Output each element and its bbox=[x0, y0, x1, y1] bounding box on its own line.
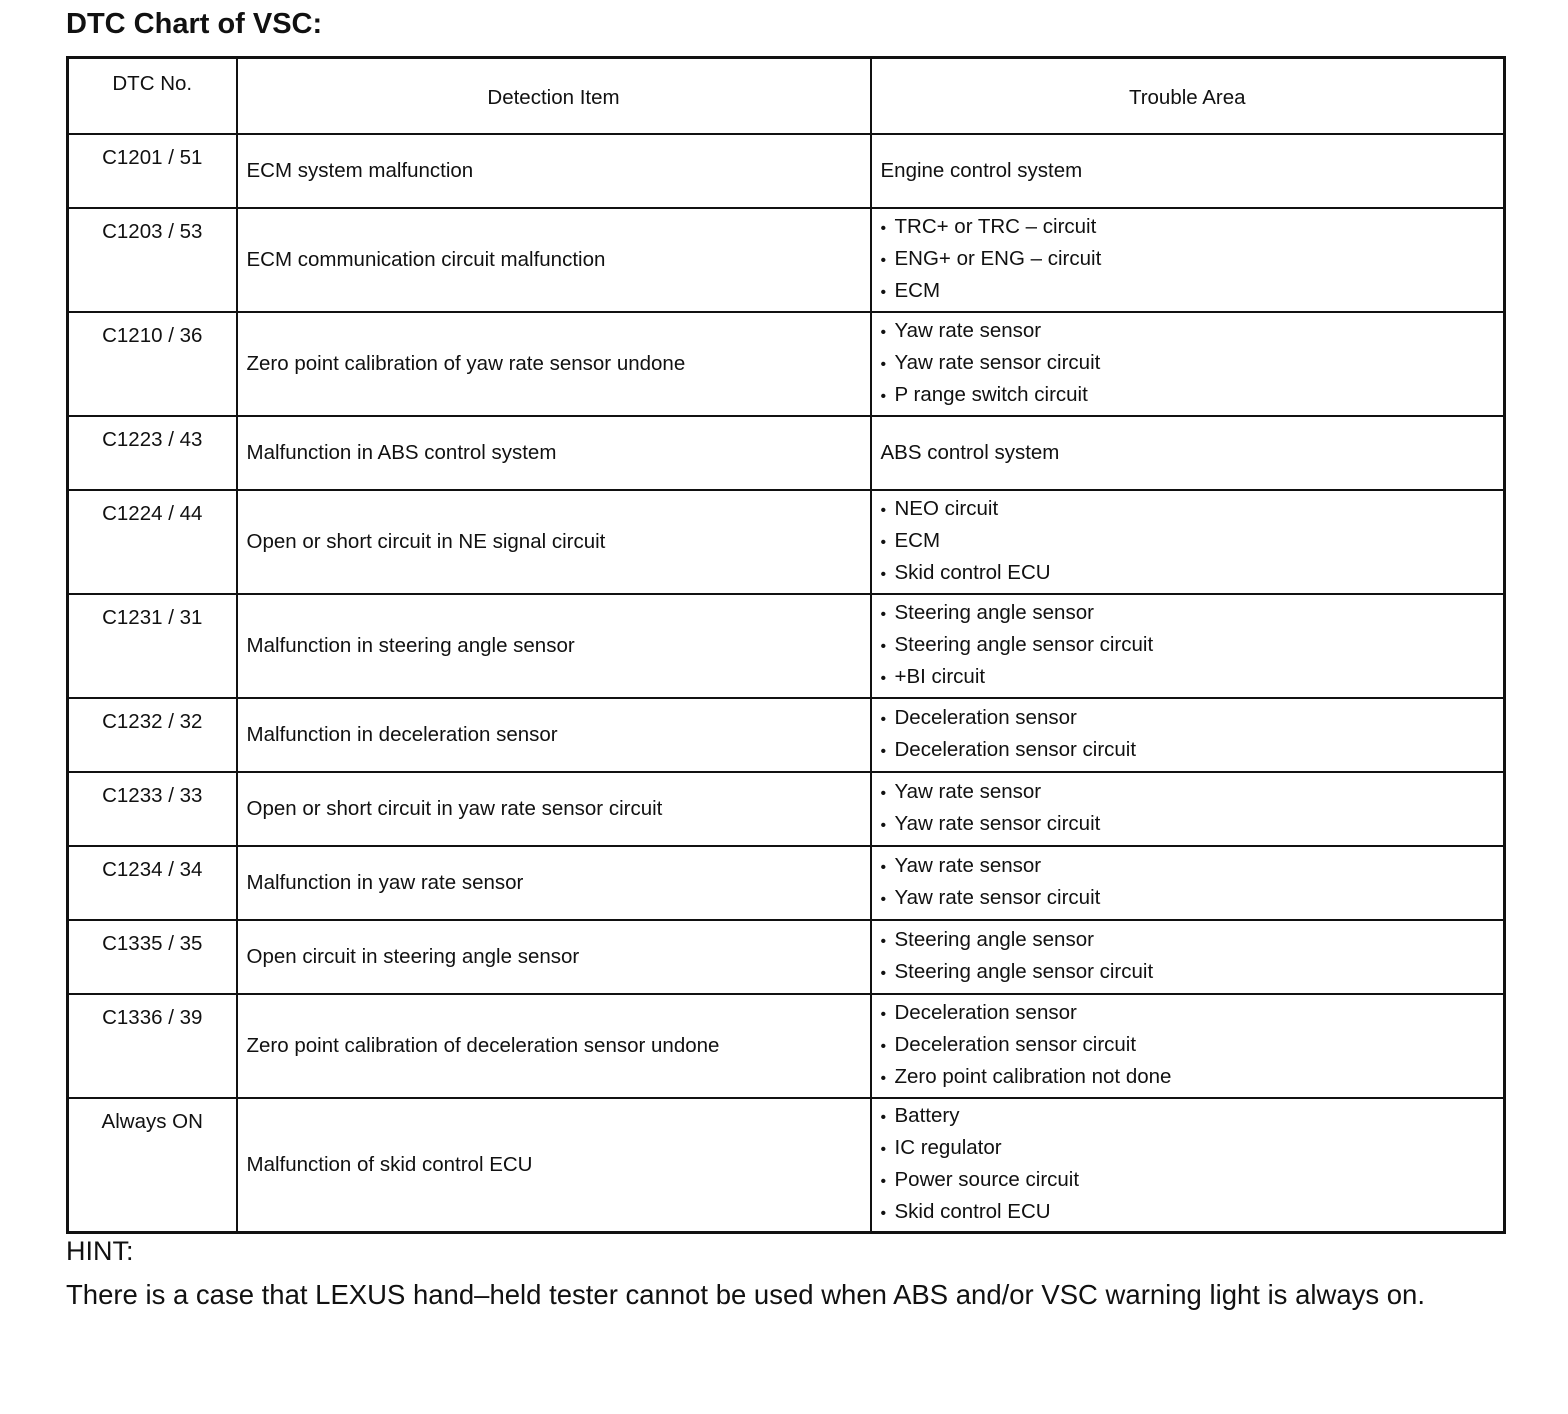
trouble-area-text: Deceleration sensor bbox=[894, 1001, 1077, 1024]
bullet-icon: • bbox=[880, 1172, 887, 1190]
trouble-area-cell bbox=[871, 490, 1505, 594]
detection-item: Open or short circuit in yaw rate sensor circuit bbox=[237, 772, 871, 846]
trouble-area-item bbox=[881, 703, 1504, 735]
dtc-code-cell bbox=[68, 772, 237, 846]
table-row bbox=[68, 698, 1505, 772]
detection-item: Open or short circuit in NE signal circuit bbox=[237, 490, 871, 594]
dtc-code-cell bbox=[68, 698, 237, 772]
trouble-area-text: Steering angle sensor bbox=[894, 928, 1094, 951]
trouble-area-item bbox=[881, 1030, 1504, 1062]
dtc-code-cell bbox=[68, 594, 237, 698]
table-row bbox=[68, 772, 1505, 846]
dtc-code-cell bbox=[68, 134, 237, 208]
detection-item: ECM communication circuit malfunction bbox=[237, 208, 871, 312]
bullet-icon: • bbox=[880, 356, 887, 373]
detection-item: Malfunction in steering angle sensor bbox=[237, 594, 871, 698]
dtc-code-cell bbox=[68, 490, 237, 594]
trouble-area-text: Yaw rate sensor bbox=[894, 780, 1042, 803]
trouble-area-list bbox=[881, 777, 1504, 841]
bullet-icon: • bbox=[880, 891, 887, 908]
bullet-icon: • bbox=[880, 284, 887, 301]
dtc-code-cell bbox=[68, 312, 237, 416]
trouble-area-item bbox=[881, 598, 1504, 630]
trouble-area-text: Skid control ECU bbox=[894, 1199, 1051, 1223]
bullet-icon: • bbox=[880, 1140, 887, 1158]
trouble-area-text: ABS control system bbox=[880, 441, 1060, 464]
trouble-area-item bbox=[881, 276, 1504, 308]
trouble-area-text: Yaw rate sensor bbox=[894, 854, 1042, 877]
bullet-icon: • bbox=[880, 965, 887, 982]
trouble-area-item bbox=[881, 883, 1504, 915]
trouble-area-list bbox=[881, 851, 1504, 915]
trouble-area-text: +BI circuit bbox=[894, 665, 986, 688]
bullet-icon: • bbox=[880, 1038, 887, 1055]
header-dtc-no: DTC No. bbox=[68, 58, 237, 135]
trouble-area-text: Yaw rate sensor circuit bbox=[894, 886, 1101, 909]
bullet-icon: • bbox=[880, 534, 887, 551]
dtc-code-cell bbox=[68, 208, 237, 312]
bullet-icon: • bbox=[880, 859, 887, 876]
detection-item: Malfunction in deceleration sensor bbox=[237, 698, 871, 772]
trouble-area-text: Battery bbox=[894, 1103, 960, 1127]
trouble-area-item bbox=[881, 244, 1504, 276]
bullet-icon: • bbox=[880, 638, 887, 655]
dtc-code: C1224 / 44 bbox=[102, 502, 203, 525]
detection-item: Zero point calibration of deceleration sensor undone bbox=[237, 994, 871, 1098]
dtc-table-body bbox=[68, 134, 1505, 1232]
trouble-area-item bbox=[881, 526, 1504, 558]
trouble-area-item bbox=[881, 1101, 1504, 1133]
table-row bbox=[68, 920, 1505, 994]
table-row bbox=[68, 846, 1505, 920]
trouble-area-item bbox=[881, 380, 1504, 412]
trouble-area-list bbox=[881, 494, 1504, 590]
dtc-code: C1232 / 32 bbox=[102, 710, 203, 733]
dtc-code: C1336 / 39 bbox=[102, 1006, 203, 1029]
trouble-area-cell bbox=[871, 846, 1505, 920]
trouble-area-cell bbox=[871, 920, 1505, 994]
trouble-area-text: P range switch circuit bbox=[894, 383, 1088, 406]
detection-item: ECM system malfunction bbox=[237, 134, 871, 208]
trouble-area-item bbox=[881, 1165, 1504, 1197]
dtc-code-cell bbox=[68, 994, 237, 1098]
header-detection-item: Detection Item bbox=[237, 58, 871, 135]
bullet-icon: • bbox=[880, 606, 887, 623]
trouble-area-text: ENG+ or ENG – circuit bbox=[894, 247, 1102, 270]
table-row bbox=[68, 490, 1505, 594]
trouble-area-text: Zero point calibration not done bbox=[894, 1065, 1172, 1088]
trouble-area-text: Yaw rate sensor circuit bbox=[894, 351, 1101, 374]
bullet-icon: • bbox=[880, 220, 887, 237]
header-row bbox=[68, 58, 1505, 135]
trouble-area-text: IC regulator bbox=[894, 1135, 1002, 1159]
detection-item: Malfunction of skid control ECU bbox=[237, 1098, 871, 1232]
trouble-area-item bbox=[881, 348, 1504, 380]
trouble-area-item bbox=[881, 957, 1504, 989]
trouble-area-cell bbox=[871, 208, 1505, 312]
dtc-code: C1203 / 53 bbox=[102, 220, 203, 243]
trouble-area-text: NEO circuit bbox=[894, 497, 999, 520]
bullet-icon: • bbox=[880, 324, 887, 341]
detection-item: Malfunction in ABS control system bbox=[237, 416, 871, 490]
bullet-icon: • bbox=[880, 502, 887, 519]
bullet-icon: • bbox=[880, 933, 887, 950]
table-row bbox=[68, 312, 1505, 416]
dtc-code: C1233 / 33 bbox=[102, 784, 203, 807]
bullet-icon: • bbox=[880, 711, 887, 728]
trouble-area-text: Deceleration sensor circuit bbox=[894, 1033, 1137, 1056]
trouble-area-item bbox=[881, 809, 1504, 841]
trouble-area-item bbox=[881, 494, 1504, 526]
trouble-area-text: Steering angle sensor circuit bbox=[894, 960, 1154, 983]
trouble-area-text: Yaw rate sensor circuit bbox=[894, 812, 1101, 835]
table-row bbox=[68, 416, 1505, 490]
trouble-area-text: Deceleration sensor circuit bbox=[894, 738, 1137, 761]
bullet-icon: • bbox=[880, 1006, 887, 1023]
page-title: DTC Chart of VSC: bbox=[66, 8, 323, 40]
trouble-area-cell bbox=[871, 1098, 1505, 1232]
dtc-code: Always ON bbox=[101, 1110, 203, 1133]
bullet-icon: • bbox=[880, 1204, 887, 1222]
trouble-area-item bbox=[881, 1197, 1504, 1229]
bullet-icon: • bbox=[880, 743, 887, 760]
dtc-code: C1335 / 35 bbox=[102, 932, 203, 955]
dtc-code: C1231 / 31 bbox=[102, 606, 203, 629]
dtc-table bbox=[66, 56, 1506, 1234]
trouble-area-item bbox=[881, 212, 1504, 244]
dtc-code: C1223 / 43 bbox=[102, 428, 203, 451]
detection-item: Zero point calibration of yaw rate sensor undone bbox=[237, 312, 871, 416]
bullet-icon: • bbox=[880, 566, 887, 583]
trouble-area-cell bbox=[871, 416, 1505, 490]
trouble-area-list bbox=[881, 1101, 1504, 1229]
trouble-area-item bbox=[881, 558, 1504, 590]
trouble-area-text: Deceleration sensor bbox=[894, 706, 1077, 729]
trouble-area-list bbox=[881, 212, 1504, 308]
trouble-area-list bbox=[881, 925, 1504, 989]
trouble-area-item bbox=[881, 1133, 1504, 1165]
detection-item: Malfunction in yaw rate sensor bbox=[237, 846, 871, 920]
bullet-icon: • bbox=[880, 388, 887, 405]
dtc-code: C1234 / 34 bbox=[102, 858, 203, 881]
bullet-icon: • bbox=[880, 785, 887, 802]
trouble-area-text: TRC+ or TRC – circuit bbox=[894, 215, 1097, 238]
table-row bbox=[68, 208, 1505, 312]
trouble-area-item bbox=[881, 925, 1504, 957]
header-trouble-area: Trouble Area bbox=[871, 58, 1505, 135]
dtc-code-cell bbox=[68, 920, 237, 994]
trouble-area-text: ECM bbox=[894, 279, 941, 302]
bullet-icon: • bbox=[880, 817, 887, 834]
table-row bbox=[68, 594, 1505, 698]
dtc-code-cell bbox=[68, 1098, 237, 1232]
bullet-icon: • bbox=[880, 1108, 887, 1126]
trouble-area-item bbox=[881, 1062, 1504, 1094]
trouble-area-item bbox=[881, 316, 1504, 348]
trouble-area-text: ECM bbox=[894, 529, 941, 552]
trouble-area-cell bbox=[871, 698, 1505, 772]
trouble-area-text: Yaw rate sensor bbox=[894, 319, 1042, 342]
detection-item: Open circuit in steering angle sensor bbox=[237, 920, 871, 994]
table-row bbox=[68, 134, 1505, 208]
hint-text: There is a case that LEXUS hand–held tester cannot be used when ABS and/or VSC warning light is always on. bbox=[66, 1279, 1425, 1310]
trouble-area-item bbox=[881, 630, 1504, 662]
trouble-area-list bbox=[881, 598, 1504, 694]
dtc-code: C1201 / 51 bbox=[102, 146, 203, 169]
hint-label: HINT: bbox=[66, 1236, 134, 1266]
table-row bbox=[68, 994, 1505, 1098]
bullet-icon: • bbox=[880, 670, 887, 687]
bullet-icon: • bbox=[880, 1070, 887, 1087]
trouble-area-item bbox=[881, 662, 1504, 694]
trouble-area-item bbox=[881, 851, 1504, 883]
trouble-area-text: Steering angle sensor bbox=[894, 601, 1094, 624]
trouble-area-item bbox=[881, 777, 1504, 809]
dtc-code: C1210 / 36 bbox=[102, 324, 203, 347]
trouble-area-cell bbox=[871, 994, 1505, 1098]
trouble-area-cell bbox=[871, 772, 1505, 846]
trouble-area-list bbox=[881, 703, 1504, 767]
trouble-area-cell bbox=[871, 134, 1505, 208]
bullet-icon: • bbox=[880, 252, 887, 269]
dtc-code-cell bbox=[68, 416, 237, 490]
table-row bbox=[68, 1098, 1505, 1232]
trouble-area-list bbox=[881, 998, 1504, 1094]
trouble-area-text: Engine control system bbox=[880, 159, 1083, 182]
trouble-area-text: Power source circuit bbox=[894, 1167, 1080, 1191]
trouble-area-item bbox=[881, 998, 1504, 1030]
trouble-area-text: Skid control ECU bbox=[894, 561, 1051, 584]
trouble-area-item bbox=[881, 735, 1504, 767]
trouble-area-cell bbox=[871, 594, 1505, 698]
trouble-area-text: Steering angle sensor circuit bbox=[894, 633, 1154, 656]
dtc-code-cell bbox=[68, 846, 237, 920]
trouble-area-list bbox=[881, 316, 1504, 412]
trouble-area-cell bbox=[871, 312, 1505, 416]
